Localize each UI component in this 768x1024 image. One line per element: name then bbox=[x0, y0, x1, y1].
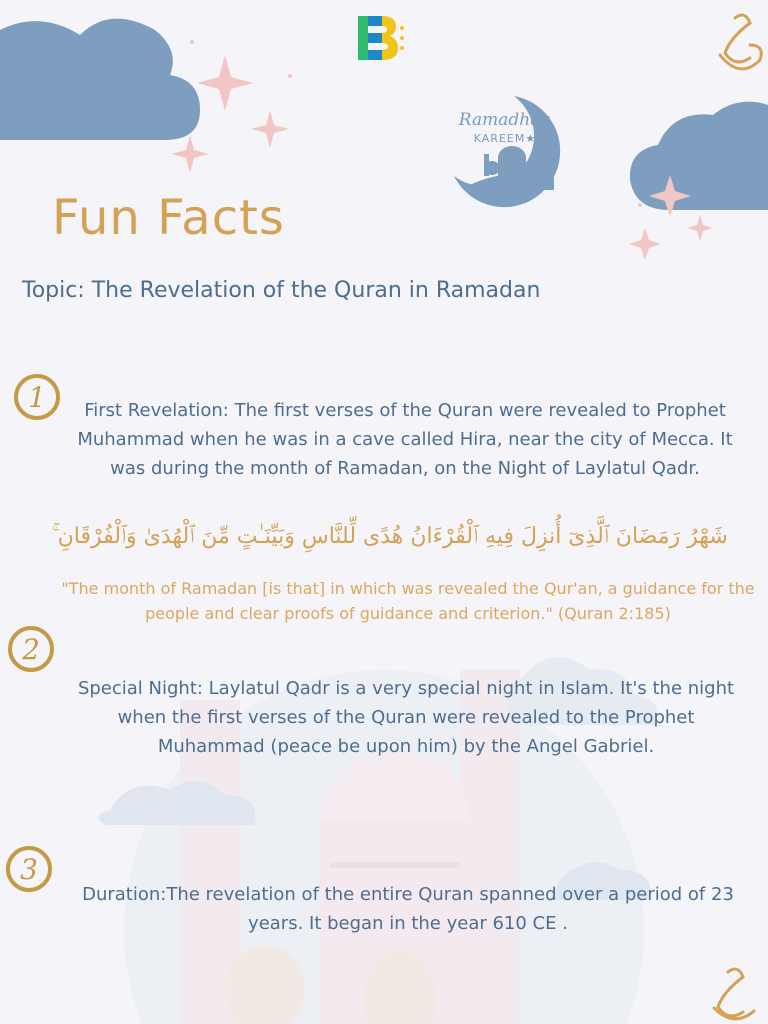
page-title: Fun Facts bbox=[52, 190, 285, 246]
topic-heading: Topic: The Revelation of the Quran in Ramadan bbox=[22, 278, 541, 303]
quran-verse-translation: "The month of Ramadan [is that] in which was revealed the Qur'an, a guidance for the people and clear proofs of guidance and criterion." (Quran 2:185) bbox=[61, 579, 755, 623]
fact-2-text: Special Night: Laylatul Qadr is a very special night in Islam. It's the night when the first verses of the Quran were revealed to the Prophet Muhammad (peace be upon him) by the Angel Gabriel. bbox=[77, 678, 735, 757]
fact-number-3: 3 bbox=[6, 846, 52, 892]
ramadhan-kareem-badge bbox=[444, 92, 566, 212]
fact-number-2: 2 bbox=[8, 626, 54, 672]
fact-3-text: Duration:The revelation of the entire Quran spanned over a period of 23 years. It began in the year 610 CE . bbox=[82, 884, 734, 934]
brand-logo bbox=[356, 14, 406, 62]
badge-title: Ramadhan bbox=[458, 110, 552, 130]
fact-1-text: First Revelation: The first verses of the Quran were revealed to Prophet Muhammad when he was in a cave called Hira, near the city of Mecca. It was during the month of Ramadan, on the Night of Laylatul Qadr. bbox=[77, 400, 733, 479]
star-icon: ★ bbox=[525, 132, 537, 145]
badge-subtitle-text: KAREEM bbox=[473, 132, 526, 145]
fact-number-1: 1 bbox=[14, 374, 60, 420]
quran-verse-arabic: شَهْرُ رَمَضَانَ ٱلَّذِىٓ أُنزِلَ فِيهِ ٱلْقُرْءَانُ هُدًى لِّلنَّاسِ وَبَيِّنَـٰتٍ مِّنَ ٱلْهُدَىٰ وَٱلْفُرْقَانِ ۚ bbox=[52, 524, 728, 549]
badge-subtitle bbox=[444, 132, 566, 145]
